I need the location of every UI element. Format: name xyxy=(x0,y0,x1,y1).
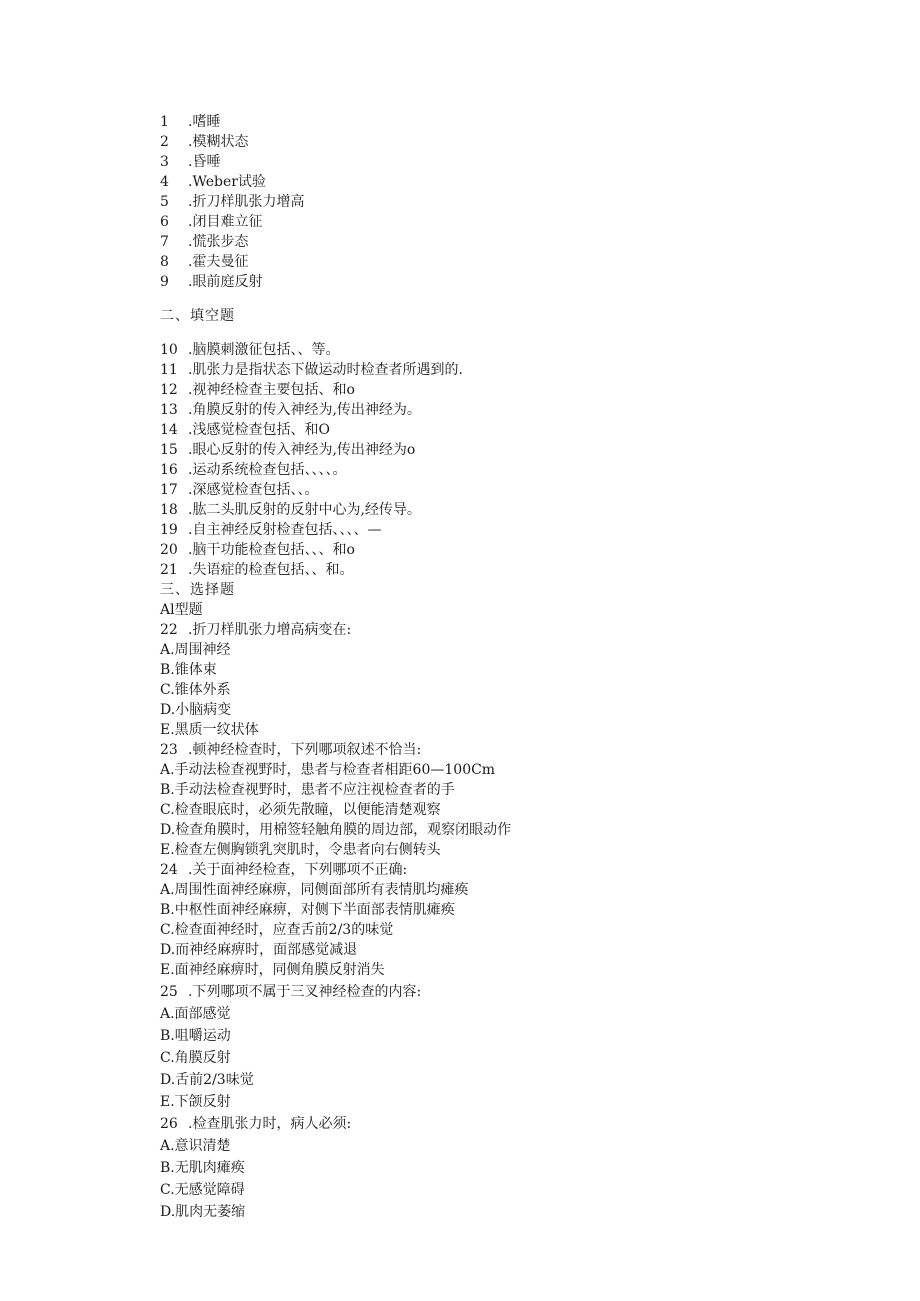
question-option: E.黑质一纹状体 xyxy=(160,722,259,738)
term-item: 1 .嗜睡 xyxy=(160,114,221,130)
question-option: C.检查面神经时，应查舌前2/3的味觉 xyxy=(160,922,394,938)
fill-item: 13 .角膜反射的传入神经为,传出神经为。 xyxy=(160,402,421,418)
fill-item: 18 .肱二头肌反射的反射中心为,经传导。 xyxy=(160,502,421,518)
fill-item: 10 .脑膜刺激征包括、、等。 xyxy=(160,342,340,358)
fill-item: 16 .运动系统检查包括、、、、。 xyxy=(160,462,347,478)
question-option: B.中枢性面神经麻痹，对侧下半面部表情肌瘫痪 xyxy=(160,902,455,918)
term-item: 2 .模糊状态 xyxy=(160,134,249,150)
term-item: 4 .Weber试验 xyxy=(160,174,266,190)
fill-item: 21 .失语症的检查包括、、和。 xyxy=(160,562,354,578)
fill-item: 15 .眼心反射的传入神经为,传出神经为o xyxy=(160,442,416,458)
fill-item: 20 .脑干功能检查包括、、、和o xyxy=(160,542,355,558)
question-option: B.手动法检查视野时，患者不应注视检查者的手 xyxy=(160,782,455,798)
fill-item: 12 .视神经检查主要包括、和o xyxy=(160,382,355,398)
question-stem: 22 .折刀样肌张力增高病变在: xyxy=(160,622,352,638)
question-option: E.检查左侧胸锁乳突肌时，令患者向右侧转头 xyxy=(160,842,441,858)
question-option: D.舌前2/3味觉 xyxy=(160,1072,254,1088)
term-item: 9 .眼前庭反射 xyxy=(160,274,263,290)
term-item: 5 .折刀样肌张力增高 xyxy=(160,194,305,210)
question-option: C.无感觉障碍 xyxy=(160,1182,245,1198)
question-option: D.肌肉无萎缩 xyxy=(160,1204,246,1220)
question-option: B.咀嚼运动 xyxy=(160,1028,231,1044)
question-stem: 23 .顿神经检查时，下列哪项叙述不恰当: xyxy=(160,742,422,758)
question-option: D.而神经麻痹时，面部感觉减退 xyxy=(160,942,358,958)
fill-item: 14 .浅感觉检查包括、和O xyxy=(160,422,330,438)
question-option: C.锥体外系 xyxy=(160,682,231,698)
question-subtype: Al型题 xyxy=(160,602,203,618)
section-heading-fill: 二、填空题 xyxy=(160,308,235,324)
question-option: E.面神经麻痹时，同侧角膜反射消失 xyxy=(160,962,385,978)
section-heading-choice: 三、选择题 xyxy=(160,582,235,598)
question-option: D.检查角膜时，用棉签轻触角膜的周边部，观察闭眼动作 xyxy=(160,822,512,838)
question-option: D.小脑病变 xyxy=(160,702,232,718)
term-item: 7 .慌张步态 xyxy=(160,234,249,250)
fill-item: 19 .自主神经反射检查包括、、、、— xyxy=(160,522,382,538)
question-option: A.意识清楚 xyxy=(160,1138,231,1154)
question-option: A.周围神经 xyxy=(160,642,231,658)
term-item: 6 .闭目难立征 xyxy=(160,214,263,230)
question-stem: 25 .下列哪项不属于三叉神经检查的内容: xyxy=(160,984,422,1000)
term-item: 3 .昏唾 xyxy=(160,154,221,170)
question-option: A.周围性面神经麻痹，同侧面部所有表情肌均瘫痪 xyxy=(160,882,469,898)
question-stem: 24 .关于面神经检查，下列哪项不正确: xyxy=(160,862,408,878)
question-option: C.角膜反射 xyxy=(160,1050,231,1066)
question-stem: 26 .检查肌张力时，病人必须: xyxy=(160,1116,352,1132)
fill-item: 17 .深感觉检查包括、、。 xyxy=(160,482,319,498)
question-option: A.面部感觉 xyxy=(160,1006,231,1022)
question-option: A.手动法检查视野时，患者与检查者相距60—100Cm xyxy=(160,762,496,778)
question-option: B.无肌肉瘫痪 xyxy=(160,1160,245,1176)
fill-item: 11 .肌张力是指状态下做运动时检查者所遇到的. xyxy=(160,362,463,378)
question-option: B.锥体束 xyxy=(160,662,217,678)
question-option: E.下颌反射 xyxy=(160,1094,231,1110)
question-option: C.检查眼底时，必须先散瞳，以便能清楚观察 xyxy=(160,802,441,818)
term-item: 8 .霍夫曼征 xyxy=(160,254,249,270)
